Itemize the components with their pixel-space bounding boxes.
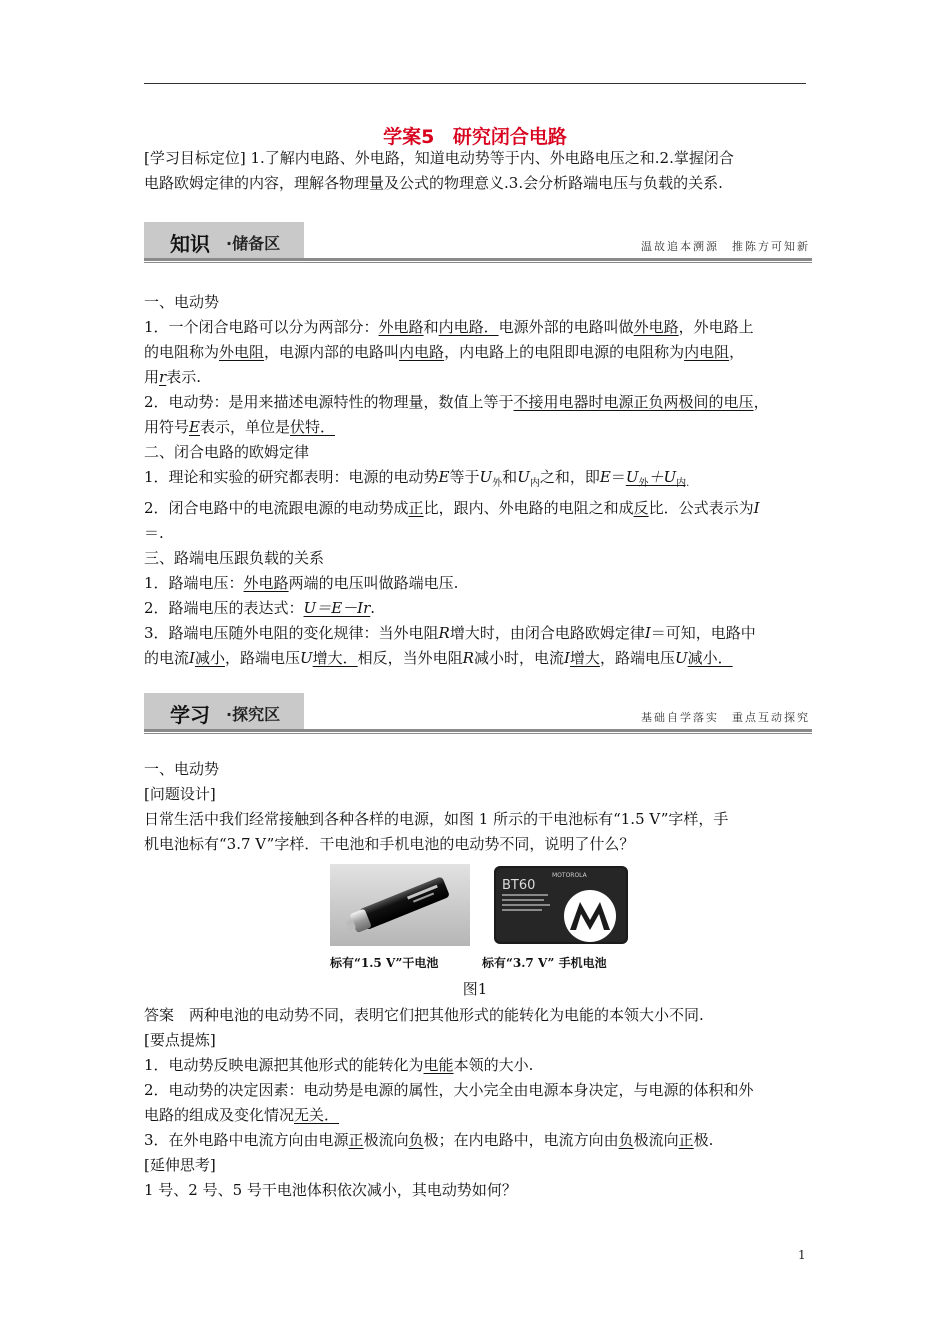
- banner-rule: [144, 729, 812, 732]
- para-2: 2．电动势：是用来描述电源特性的物理量，数值上等于不接用电器时电源正负两极间的电压，: [144, 393, 769, 411]
- para-1: 1．一个闭合电路可以分为两部分：外电路和内电路．电源外部的电路叫做外电路，外电路上: [144, 318, 754, 336]
- phone-battery-brand: MOTOROLA: [552, 872, 587, 879]
- study-section-top: [144, 757, 808, 857]
- answer: 答案 两种电池的电动势不同，表明它们把其他形式的能转化为电能的本领大小不同.: [144, 1006, 704, 1024]
- para-2-cont: 用符号E表示，单位是伏特．: [144, 418, 335, 436]
- banner-box: [144, 693, 304, 729]
- key-points-label: [要点提炼]: [144, 1031, 216, 1049]
- battery-icon: [330, 864, 470, 946]
- study-section-bottom: [144, 1003, 808, 1203]
- para-4-cont: ＝.: [144, 524, 164, 542]
- section-banner-knowledge: [144, 222, 812, 266]
- knowledge-section: [144, 290, 808, 671]
- figure-batteries: [330, 864, 620, 974]
- heading-emf-2: 一、电动势: [144, 760, 220, 778]
- para-1-end: 用r表示.: [144, 368, 201, 386]
- banner-tagline: 温故追本溯源 推陈方可知新: [641, 240, 810, 253]
- header-rule: [144, 83, 806, 84]
- key-point-1: 1．电动势反映电源把其他形式的能转化为电能本领的大小.: [144, 1056, 534, 1074]
- banner-rule-thin: [144, 262, 812, 263]
- goals-line-2: 电路欧姆定律的内容，理解各物理量及公式的物理意义.3.会分析路端电压与负载的关系.: [144, 174, 723, 192]
- banner-rule: [144, 258, 812, 261]
- banner-box: [144, 222, 304, 258]
- question-line-2: 机电池标有“3.7 V”字样．干电池和手机电池的电动势不同，说明了什么？: [144, 835, 635, 853]
- question-design-label: [问题设计]: [144, 785, 216, 803]
- banner-rule-thin: [144, 733, 812, 734]
- page-title: [0, 122, 950, 149]
- para-5: 1．路端电压：外电路两端的电压叫做路端电压.: [144, 574, 459, 592]
- key-point-3: 3．在外电路中电流方向由电源正极流向负极；在内电路中，电流方向由负极流向正极.: [144, 1131, 714, 1149]
- para-4: 2．闭合电路中的电流跟电源的电动势成正比，跟内、外电路的电阻之和成反比．公式表示为I: [144, 499, 760, 517]
- extended-question-1: 1 号、2 号、5 号干电池体积依次减小，其电动势如何？: [144, 1181, 517, 1199]
- banner-title: 学习: [170, 703, 210, 727]
- phone-battery-model: BT60: [502, 878, 536, 893]
- para-6: 2．路端电压的表达式：U＝E－Ir.: [144, 599, 376, 617]
- para-1-cont: 的电阻称为外电阻，电源内部的电路叫内电路，内电路上的电阻即电源的电阻称为内电阻，: [144, 343, 745, 361]
- heading-ohm: 二、闭合电路的欧姆定律: [144, 443, 310, 461]
- key-point-2: 2．电动势的决定因素：电动势是电源的属性，大小完全由电源本身决定，与电源的体积和外: [144, 1081, 754, 1099]
- heading-terminal: 三、路端电压跟负载的关系: [144, 549, 325, 567]
- section-banner-study: [144, 693, 812, 737]
- question-line-1: 日常生活中我们经常接触到各种各样的电源，如图 1 所示的干电池标有“1.5 V”字样，手: [144, 810, 729, 828]
- heading-emf: 一、电动势: [144, 293, 220, 311]
- para-3: 1．理论和实验的研究都表明：电源的电动势E等于$U_外$和$U_内$之和，即$E=U_外+U_{内.}$: [144, 468, 690, 489]
- figure-number: 图1: [462, 980, 488, 998]
- para-7-cont: 的电流I减小，路端电压U增大．相反，当外电阻R减小时，电流I增大，路端电压U减小．: [144, 649, 733, 667]
- banner-title: 知识: [170, 232, 210, 256]
- phone-battery-icon: [490, 864, 632, 946]
- extended-thinking-label: [延伸思考]: [144, 1156, 216, 1174]
- learning-goals: [144, 146, 808, 196]
- para-7: 3．路端电压随外电阻的变化规律：当外电阻R增大时，由闭合电路欧姆定律I＝可知，电路中: [144, 624, 756, 642]
- banner-tagline: 基础自学落实 重点互动探究: [641, 711, 810, 724]
- page-number: 1: [798, 1248, 806, 1262]
- caption-dry-cell: 标有“1.5 V”干电池: [330, 956, 439, 970]
- caption-phone-battery: 标有“3.7 V” 手机电池: [482, 956, 607, 970]
- banner-subtitle: ·储备区: [226, 234, 281, 253]
- title-number: 学案5: [383, 126, 435, 148]
- title-text: 研究闭合电路: [452, 126, 567, 148]
- key-point-2-cont: 电路的组成及变化情况无关．: [144, 1106, 340, 1124]
- dry-cell-photo: [330, 864, 470, 946]
- goals-line-1: [学习目标定位] 1.了解内电路、外电路，知道电动势等于内、外电路电压之和.2.掌握闭合: [144, 149, 734, 167]
- phone-battery-photo: [490, 864, 632, 946]
- banner-subtitle: ·探究区: [226, 705, 281, 724]
